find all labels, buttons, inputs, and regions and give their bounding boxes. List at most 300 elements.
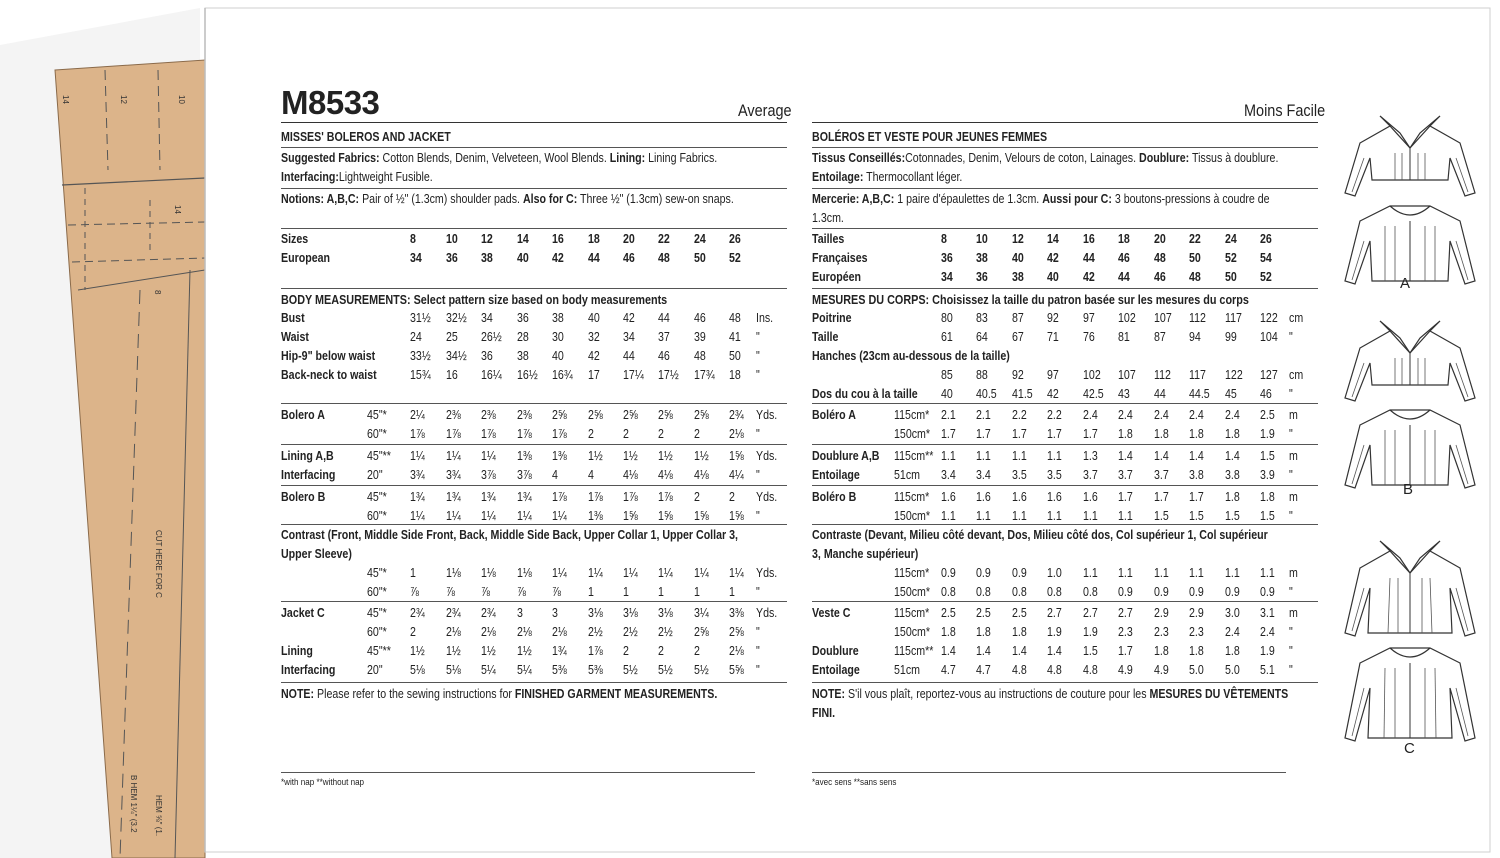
yardage-cell: 2½ — [623, 625, 638, 639]
yardage-cell: 1.9 — [1047, 625, 1062, 639]
title-fr: BOLÉROS ET VESTE POUR JEUNES FEMMES — [812, 129, 1048, 144]
yardage-cell: 1⅜ — [552, 449, 567, 463]
fabric-width-cell: 60"* — [367, 585, 387, 599]
view-c-front — [1345, 541, 1475, 636]
yardage-cell: 1.5 — [1225, 509, 1240, 523]
yardage-cell: 2.7 — [1047, 606, 1062, 620]
yardage-cell: 2⅜ — [481, 408, 496, 422]
yardage-cell: 5⅛ — [410, 663, 425, 677]
yardage-cell: 1¾ — [552, 644, 567, 658]
yardage-cell: 2¼ — [410, 408, 425, 422]
note-text: Please refer to the sewing instructions for — [317, 687, 512, 701]
body-measure-cell: 122 — [1260, 311, 1278, 325]
body-measure-cell: 25 — [446, 330, 458, 344]
body-measure-cell: 102 — [1118, 311, 1136, 325]
yardage-cell: 0.9 — [1225, 585, 1240, 599]
european-size-cell: 44 — [588, 251, 600, 265]
lining-text: Lining Fabrics. — [648, 151, 718, 165]
yardage-cell: 2⅛ — [481, 625, 496, 639]
yardage-cell: 1.1 — [976, 449, 991, 463]
fabric-width-cell: 150cm* — [894, 585, 931, 599]
yardage-cell: 2.4 — [1225, 625, 1240, 639]
yardage-cell: 1.5 — [1260, 449, 1275, 463]
yardage-cell: 2¾ — [446, 606, 461, 620]
header-rule-en — [281, 122, 787, 123]
body-measure-label: Hip-9" below waist — [281, 349, 376, 363]
body-measure-cell: 107 — [1118, 368, 1136, 382]
yardage-cell: 2 — [623, 644, 629, 658]
unit-cell: " — [756, 368, 760, 382]
yardage-cell: 4⅛ — [658, 468, 673, 482]
body-measure-cell: 97 — [1047, 368, 1059, 382]
yardage-cell: 2⅝ — [694, 625, 709, 639]
yardage-cell: 1¼ — [694, 566, 709, 580]
size-cell: 22 — [658, 232, 670, 246]
yardage-cell: 1⅞ — [623, 490, 638, 504]
yardage-cell: 1¼ — [588, 566, 603, 580]
body-measure-cell: 104 — [1260, 330, 1278, 344]
yardage-cell: 2⅛ — [517, 625, 532, 639]
unit-cell: " — [1289, 625, 1293, 639]
size-cell: 22 — [1189, 232, 1201, 246]
unit-cell: " — [756, 427, 760, 441]
yardage-cell: 5.1 — [1260, 663, 1275, 677]
yardage-cell: 5.0 — [1189, 663, 1204, 677]
unit-cell: " — [756, 349, 760, 363]
body-measure-cell: 44 — [658, 311, 670, 325]
body-measure-cell: 39 — [694, 330, 706, 344]
notions-fr-2: 1.3cm. — [812, 211, 844, 225]
rule — [281, 485, 787, 486]
yardage-cell: 0.8 — [976, 585, 991, 599]
lining-label: Lining: — [609, 151, 646, 165]
yardage-cell: 1⅝ — [729, 509, 744, 523]
pattern-mark: 10 — [177, 95, 186, 104]
yardage-cell: 1½ — [410, 644, 425, 658]
rule — [812, 444, 1318, 445]
yardage-cell: 1.7 — [1118, 644, 1133, 658]
size-cell: 24 — [694, 232, 706, 246]
yardage-cell: 3.8 — [1225, 468, 1240, 482]
yardage-cell: 1.9 — [1260, 644, 1275, 658]
yardage-cell: 2⅝ — [729, 625, 744, 639]
yardage-cell: 1.8 — [1225, 490, 1240, 504]
yardage-cell: 3.9 — [1260, 468, 1275, 482]
yardage-cell: 1.4 — [1225, 449, 1240, 463]
yardage-label: Entoilage — [812, 663, 860, 677]
yardage-cell: 1½ — [694, 449, 709, 463]
yardage-cell: 3⅜ — [729, 606, 744, 620]
yardage-cell: 2.5 — [1260, 408, 1275, 422]
hem-label: HEM ⅝" (1. — [154, 795, 163, 837]
yardage-cell: 2.3 — [1154, 625, 1169, 639]
yardage-cell: 1⅝ — [623, 509, 638, 523]
body-measurements-label-fr: MESURES DU CORPS: Choisissez la taille du patron basée sur les mesures du corps — [812, 292, 1249, 307]
fabric-width-cell: 60"* — [367, 509, 387, 523]
body-measure-cell: 94 — [1189, 330, 1201, 344]
body-measure-cell: 46 — [694, 311, 706, 325]
yardage-cell: 4 — [588, 468, 594, 482]
yardage-cell: 1.1 — [941, 449, 956, 463]
yardage-cell: 3.8 — [1189, 468, 1204, 482]
yardage-cell: 1.8 — [1118, 427, 1133, 441]
unit-cell: " — [756, 585, 760, 599]
note-fr-2: FINI. — [812, 706, 836, 720]
notions-text: 1 paire d'épaulettes de 1.3cm. — [897, 192, 1040, 206]
yardage-cell: 3.7 — [1154, 468, 1169, 482]
yardage-cell: 3⅛ — [588, 606, 603, 620]
yardage-cell: 2 — [658, 644, 664, 658]
yardage-cell: 5½ — [658, 663, 673, 677]
yardage-cell: 1.1 — [1260, 566, 1275, 580]
yardage-cell: 1.4 — [1118, 449, 1133, 463]
yardage-cell: 1⅞ — [588, 644, 603, 658]
yardage-cell: 1.7 — [1047, 427, 1062, 441]
fabrics-en — [281, 152, 717, 165]
yardage-cell: 2⅛ — [552, 625, 567, 639]
fabric-width-cell: 45"** — [367, 449, 391, 463]
body-measure-cell: 33½ — [410, 349, 431, 363]
francaises-size-cell: 44 — [1083, 251, 1095, 265]
fabrics-label: Tissus Conseillés: — [812, 151, 906, 165]
yardage-cell: 1.4 — [1189, 449, 1204, 463]
rule — [812, 228, 1318, 229]
yardage-cell: 3⅛ — [623, 606, 638, 620]
yardage-cell: 1½ — [446, 644, 461, 658]
fabrics-text: Cotton Blends, Denim, Velveteen, Wool Blends. — [382, 151, 607, 165]
body-measure-cell: 44.5 — [1189, 387, 1210, 401]
yardage-cell: 4⅛ — [694, 468, 709, 482]
fabric-width-cell: 45"* — [367, 408, 387, 422]
yardage-label: Boléro A — [812, 408, 856, 422]
size-cell: 18 — [588, 232, 600, 246]
body-measure-cell: 36 — [517, 311, 529, 325]
yardage-cell: 1.9 — [1260, 427, 1275, 441]
yardage-cell: 2.4 — [1083, 408, 1098, 422]
yardage-cell: 2⅛ — [729, 644, 744, 658]
body-measure-cell: 41.5 — [1012, 387, 1033, 401]
note-text: S'il vous plaît, reportez-vous au instructions de couture pour les — [848, 687, 1147, 701]
body-measure-cell: 97 — [1083, 311, 1095, 325]
yardage-cell: 1.0 — [1047, 566, 1062, 580]
francaises-size-cell: 38 — [976, 251, 988, 265]
unit-cell: Yds. — [756, 606, 778, 620]
yardage-cell: 1.8 — [1154, 644, 1169, 658]
body-measure-cell: 41 — [729, 330, 741, 344]
interfacing-text: Lightweight Fusible. — [338, 170, 433, 184]
yardage-cell: 2¾ — [410, 606, 425, 620]
yardage-cell: 3.7 — [1118, 468, 1133, 482]
body-measure-cell: 16¼ — [481, 368, 502, 382]
europeen-size-cell: 48 — [1189, 270, 1201, 284]
size-cell: 14 — [517, 232, 529, 246]
yardage-cell: 0.9 — [1260, 585, 1275, 599]
rule — [281, 288, 787, 289]
yardage-cell: 2.7 — [1118, 606, 1133, 620]
footnote-rule-fr — [812, 772, 1286, 773]
view-b-back — [1345, 410, 1475, 488]
yardage-cell: 1.8 — [1260, 490, 1275, 504]
yardage-label: Interfacing — [281, 468, 336, 482]
rule — [812, 524, 1318, 525]
fabric-width-cell: 45"* — [367, 490, 387, 504]
fabric-width-cell: 115cm** — [894, 644, 934, 658]
europeen-size-cell: 38 — [1012, 270, 1024, 284]
yardage-cell: 0.9 — [1118, 585, 1133, 599]
yardage-cell: 1.4 — [1012, 644, 1027, 658]
body-measure-cell: 80 — [941, 311, 953, 325]
lining-text: Tissus à doublure. — [1191, 151, 1279, 165]
body-measure-cell: 26½ — [481, 330, 502, 344]
yardage-cell: 1.5 — [1083, 644, 1098, 658]
view-b-label: B — [1403, 481, 1414, 498]
european-size-cell: 52 — [729, 251, 741, 265]
body-measure-cell: 38 — [552, 311, 564, 325]
interfacing-label: Entoilage: — [812, 170, 864, 184]
yardage-cell: 2⅝ — [694, 408, 709, 422]
yardage-cell: 2.2 — [1012, 408, 1027, 422]
yardage-cell: 1.7 — [941, 427, 956, 441]
interfacing-text: Thermocollant léger. — [866, 170, 963, 184]
yardage-cell: 0.8 — [1047, 585, 1062, 599]
body-measure-cell: 32 — [588, 330, 600, 344]
fabric-width-cell: 60"* — [367, 625, 387, 639]
body-measure-label: Dos du cou à la taille — [812, 387, 918, 401]
yardage-cell: 1.1 — [1012, 449, 1027, 463]
francaises-size-cell: 48 — [1154, 251, 1166, 265]
yardage-cell: 2.9 — [1189, 606, 1204, 620]
yardage-cell: 1¼ — [410, 449, 425, 463]
body-measure-cell: 42 — [623, 311, 635, 325]
fabrics-fr — [812, 152, 1278, 165]
rule — [812, 682, 1318, 683]
yardage-cell: 0.9 — [1154, 585, 1169, 599]
yardage-cell: 5¼ — [517, 663, 532, 677]
europeen-size-cell: 42 — [1083, 270, 1095, 284]
fabric-width-cell: 115cm* — [894, 408, 930, 422]
rule — [812, 288, 1318, 289]
yardage-cell: 3¾ — [410, 468, 425, 482]
francaises-size-cell: 46 — [1118, 251, 1130, 265]
yardage-cell: 1¼ — [481, 509, 496, 523]
unit-cell: m — [1289, 566, 1298, 580]
yardage-cell: ⅞ — [552, 585, 561, 599]
unit-cell: m — [1289, 490, 1298, 504]
yardage-cell: 3.4 — [941, 468, 956, 482]
body-measure-cell: 31½ — [410, 311, 431, 325]
alsofor-label: Also for C: — [522, 192, 578, 206]
yardage-cell: 3.4 — [976, 468, 991, 482]
europeen-size-cell: 44 — [1118, 270, 1130, 284]
unit-cell: " — [1289, 387, 1293, 401]
yardage-cell: 1⅝ — [658, 509, 673, 523]
difficulty-en: Average — [738, 101, 792, 120]
body-measure-cell: 61 — [941, 330, 953, 344]
yardage-cell: 3¼ — [694, 606, 709, 620]
unit-cell: " — [1289, 663, 1293, 677]
fabric-width-cell: 115cm* — [894, 490, 930, 504]
body-measure-cell: 18 — [729, 368, 741, 382]
yardage-label: Veste C — [812, 606, 851, 620]
note-bold: FINISHED GARMENT MEASUREMENTS. — [514, 687, 718, 701]
yardage-cell: 1 — [410, 566, 416, 580]
yardage-cell: 2 — [729, 490, 735, 504]
body-measure-cell: 40.5 — [976, 387, 997, 401]
yardage-cell: 1¾ — [481, 490, 496, 504]
note-bold: MESURES DU VÊTEMENTS — [1149, 687, 1289, 701]
yardage-cell: ⅞ — [481, 585, 490, 599]
size-cell: 24 — [1225, 232, 1237, 246]
yardage-cell: 5⅜ — [588, 663, 603, 677]
yardage-cell: 1.7 — [1083, 427, 1098, 441]
yardage-label: Boléro B — [812, 490, 857, 504]
body-measure-cell: 92 — [1047, 311, 1059, 325]
rule — [812, 147, 1318, 148]
body-measure-cell: 48 — [694, 349, 706, 363]
yardage-cell: 5.0 — [1225, 663, 1240, 677]
yardage-cell: 2.4 — [1260, 625, 1275, 639]
fabric-width-cell: 20" — [367, 468, 383, 482]
yardage-cell: 1⅛ — [481, 566, 496, 580]
yardage-cell: 1 — [694, 585, 700, 599]
francaises-size-cell: 42 — [1047, 251, 1059, 265]
europeen-size-cell: 50 — [1225, 270, 1237, 284]
yardage-cell: 2⅝ — [588, 408, 603, 422]
yardage-cell: 5⅜ — [552, 663, 567, 677]
rule — [812, 601, 1318, 602]
rule — [281, 147, 787, 148]
unit-cell: cm — [1289, 311, 1304, 325]
yardage-cell: 1.5 — [1154, 509, 1169, 523]
cut-here-label: CUT HERE FOR C — [154, 530, 163, 598]
yardage-cell: 1.8 — [1225, 427, 1240, 441]
size-cell: 16 — [1083, 232, 1095, 246]
yardage-cell: 5½ — [694, 663, 709, 677]
fabric-width-cell: 150cm* — [894, 427, 931, 441]
yardage-cell: 1.7 — [976, 427, 991, 441]
body-measure-cell: 83 — [976, 311, 988, 325]
yardage-cell: 3.0 — [1225, 606, 1240, 620]
body-measure-cell: 15¾ — [410, 368, 431, 382]
yardage-cell: 1¼ — [729, 566, 744, 580]
fabric-width-cell: 45"** — [367, 644, 391, 658]
yardage-cell: 1.6 — [1083, 490, 1098, 504]
yardage-cell: 2⅝ — [658, 408, 673, 422]
fabric-width-cell: 45"* — [367, 566, 387, 580]
body-measure-cell: 64 — [976, 330, 988, 344]
body-measure-cell: 85 — [941, 368, 953, 382]
yardage-cell: 1⅝ — [729, 449, 744, 463]
body-measure-cell: 38 — [517, 349, 529, 363]
yardage-cell: 2 — [410, 625, 416, 639]
body-measure-cell: 43 — [1118, 387, 1130, 401]
yardage-cell: 1.8 — [1189, 427, 1204, 441]
difficulty-fr: Moins Facile — [1244, 101, 1326, 120]
yardage-cell: 2½ — [658, 625, 673, 639]
body-measure-cell: 81 — [1118, 330, 1130, 344]
notions-label: Mercerie: A,B,C: — [812, 192, 895, 206]
body-measure-label: Poitrine — [812, 311, 852, 325]
yardage-cell: 3.5 — [1012, 468, 1027, 482]
yardage-cell: 1¼ — [517, 509, 532, 523]
body-measure-cell: 17½ — [658, 368, 679, 382]
european-label-en: European — [281, 251, 331, 265]
yardage-cell: 3¾ — [446, 468, 461, 482]
yardage-cell: 2.7 — [1083, 606, 1098, 620]
body-measurements-label-en: BODY MEASUREMENTS: Select pattern size based on body measurements — [281, 292, 668, 307]
body-measure-cell: 76 — [1083, 330, 1095, 344]
yardage-cell: 1.7 — [1189, 490, 1204, 504]
fabric-width-cell: 51cm — [894, 468, 920, 482]
yardage-cell: 1½ — [517, 644, 532, 658]
view-a-label: A — [1400, 275, 1411, 292]
notions-fr — [812, 193, 1270, 206]
european-size-cell: 34 — [410, 251, 422, 265]
yardage-cell: 1⅛ — [446, 566, 461, 580]
yardage-cell: 2⅝ — [623, 408, 638, 422]
europeen-size-cell: 40 — [1047, 270, 1059, 284]
view-b-front — [1345, 321, 1475, 401]
b-hem-label: B HEM 1¼" (3.2 — [129, 775, 138, 833]
yardage-cell: 1.6 — [941, 490, 956, 504]
body-measure-label: Bust — [281, 311, 305, 325]
yardage-cell: 2⅝ — [552, 408, 567, 422]
yardage-cell: 1⅞ — [517, 427, 532, 441]
body-measure-label: Taille — [812, 330, 839, 344]
unit-cell: m — [1289, 408, 1298, 422]
francaises-label: Françaises — [812, 251, 868, 265]
yardage-cell: 2 — [694, 644, 700, 658]
body-measure-cell: 37 — [658, 330, 670, 344]
yardage-cell: 1.8 — [941, 625, 956, 639]
rule — [812, 403, 1318, 404]
yardage-cell: 1.7 — [1012, 427, 1027, 441]
yardage-cell: 4¼ — [729, 468, 744, 482]
yardage-cell: 4 — [552, 468, 558, 482]
body-measure-cell: 44 — [623, 349, 635, 363]
yardage-cell: 3 — [552, 606, 558, 620]
yardage-label: Jacket C — [281, 606, 325, 620]
body-measure-label: Waist — [281, 330, 309, 344]
pattern-mark: 12 — [119, 95, 128, 104]
yardage-cell: 2 — [588, 427, 594, 441]
note-en — [281, 688, 717, 701]
yardage-cell: 1⅞ — [481, 427, 496, 441]
europeen-label: Européen — [812, 270, 862, 284]
yardage-cell: 2 — [694, 490, 700, 504]
europeen-size-cell: 52 — [1260, 270, 1272, 284]
francaises-size-cell: 40 — [1012, 251, 1024, 265]
footnote-rule-en — [281, 772, 755, 773]
unit-cell: Yds. — [756, 490, 778, 504]
body-measure-cell: 71 — [1047, 330, 1059, 344]
size-cell: 26 — [1260, 232, 1272, 246]
yardage-cell: 3 — [517, 606, 523, 620]
body-measure-cell: 48 — [729, 311, 741, 325]
alsofor-label: Aussi pour C: — [1042, 192, 1112, 206]
yardage-cell: 1 — [588, 585, 594, 599]
yardage-cell: 3.1 — [1260, 606, 1275, 620]
body-measure-cell: 40 — [552, 349, 564, 363]
body-measure-cell: 87 — [1012, 311, 1024, 325]
yardage-cell: 1.1 — [1012, 509, 1027, 523]
body-measure-cell: 99 — [1225, 330, 1237, 344]
contrast-label-en: Contrast (Front, Middle Side Front, Back, Middle Side Back, Upper Collar 1, Upper Collar 3, — [281, 528, 738, 542]
tailles-label: Tailles — [812, 232, 845, 246]
body-measure-cell: 17 — [588, 368, 600, 382]
yardage-cell: 2.3 — [1118, 625, 1133, 639]
yardage-cell: 1.1 — [1118, 566, 1133, 580]
